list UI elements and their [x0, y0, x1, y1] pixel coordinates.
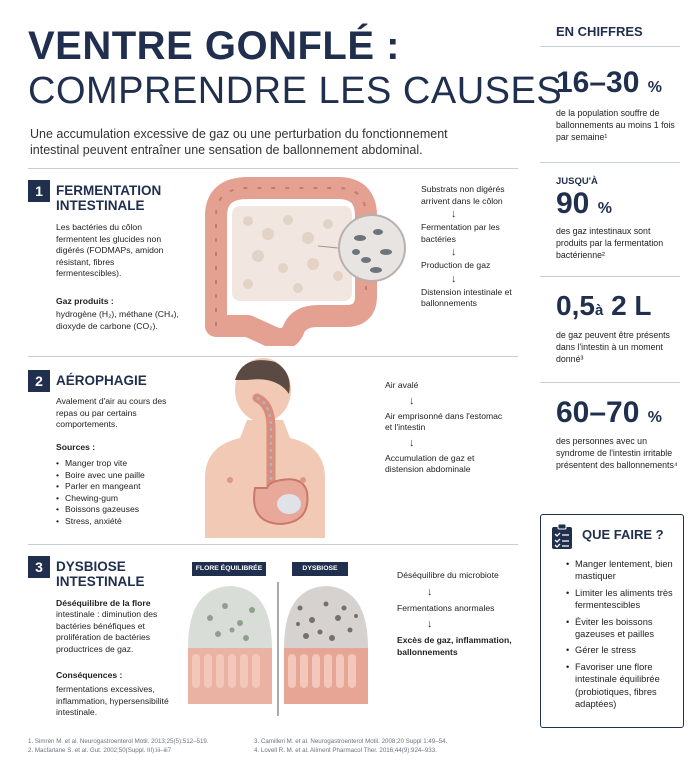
divider [540, 162, 680, 163]
stat-1-text: de la population souffre de ballonnements au moins 1 fois par semaine¹ [556, 108, 675, 142]
list-item: • Limiter les aliments très fermentescibles [566, 587, 678, 612]
section-1-title: FERMENTATION INTESTINALE [56, 183, 162, 213]
arrow-down-icon: ↓ [451, 272, 457, 285]
stat-2-prefix: JUSQU'À [556, 176, 598, 187]
list-item: • Boissons gazeuses [56, 504, 176, 516]
stat-4-value: 60–70 % [556, 396, 663, 429]
flow-step: Accumulation de gaz et distension abdominale [385, 452, 475, 474]
section-3-title: DYSBIOSE INTESTINALE [56, 559, 145, 589]
badge-balanced-flora: FLORE ÉQUILIBRÉE [192, 562, 266, 576]
reference-item: 2. Macfarlane S. et al. Gut. 2002;50(Suppl. III):iii–iii7 [28, 747, 172, 754]
section-3-description-bold: Déséquilibre de la flore [56, 598, 151, 608]
arrow-down-icon: ↓ [451, 246, 457, 258]
section-1-gas-text: hydrogène (H₂), méthane (CH₄), dioxyde de carbone (CO₂). [56, 309, 179, 331]
que-faire-title: QUE FAIRE ? [582, 527, 664, 542]
reference-item: 1. Simrén M. et al. Neurogastroenterol Motil. 2013;25(5):512–519. [28, 738, 209, 745]
aerophagia-body-illustration [185, 358, 345, 538]
que-faire-list [566, 558, 678, 714]
divider [28, 356, 518, 357]
arrow-down-icon: ↓ [451, 208, 457, 220]
list-item: • Parler en mangeant [56, 481, 176, 493]
stat-3-text: de gaz peuvent être présents dans l'intestin à un moment donné³ [556, 330, 670, 364]
flow-step: Déséquilibre du microbiote [397, 570, 499, 580]
stats-header: EN CHIFFRES [556, 24, 643, 39]
arrow-down-icon: ↓ [409, 394, 415, 407]
arrow-down-icon: ↓ [427, 585, 433, 598]
section-3-flow [397, 570, 515, 658]
checklist-icon [551, 524, 573, 550]
section-3-number: 3 [28, 556, 50, 578]
flow-step: Substrats non digérés arrivent dans le côlon [421, 184, 505, 206]
stat-3-value: 0,5à 2 L [556, 290, 652, 321]
section-1-flow [421, 184, 533, 310]
section-2-sources-list [56, 458, 176, 527]
stat-2-value: 90 % [556, 187, 612, 220]
list-item: • Manger lentement, bien mastiquer [566, 558, 678, 583]
flow-step: Air emprisonné dans l'estomac et l'intestin [385, 410, 503, 432]
list-item: • Éviter les boissons gazeuses et pailles [566, 616, 678, 641]
divider [540, 46, 680, 47]
arrow-down-icon: ↓ [409, 436, 415, 449]
list-item: • Stress, anxiété [56, 516, 176, 528]
divider [540, 382, 680, 383]
stat-1-value: 16–30 % [556, 66, 663, 99]
page-title-line2: COMPRENDRE LES CAUSES [28, 70, 563, 112]
section-1-number: 1 [28, 180, 50, 202]
list-item: • Manger trop vite [56, 458, 176, 470]
flow-step: Excès de gaz, inflammation, ballonnements [397, 635, 512, 657]
flow-step: Distension intestinale et ballonnements [421, 286, 512, 308]
page-title-line1: VENTRE GONFLÉ : [28, 24, 400, 68]
section-1-gas-label: Gaz produits : [56, 296, 114, 306]
stat-2-text: des gaz intestinaux sont produits par la fermentation bactérienne² [556, 226, 664, 260]
flow-step: Air avalé [385, 380, 419, 390]
badge-dysbiosis: DYSBIOSE [292, 562, 348, 576]
flow-step: Production de gaz [421, 260, 491, 270]
section-2-sources-label: Sources : [56, 442, 96, 452]
list-item: • Chewing-gum [56, 493, 176, 505]
flow-step: Fermentation par les bactéries [421, 222, 500, 244]
flow-step: Fermentations anormales [397, 602, 495, 613]
section-2-flow [385, 380, 505, 476]
stat-4-text: des personnes avec un syndrome de l'intestin irritable présentent des ballonnements⁴ [556, 436, 678, 470]
divider [28, 544, 518, 545]
section-2-title: AÉROPHAGIE [56, 373, 147, 388]
section-3-consequences-label: Conséquences : [56, 670, 123, 680]
microbiota-comparison-illustration [180, 578, 376, 720]
divider [540, 276, 680, 277]
intro-text: Une accumulation excessive de gaz ou une perturbation du fonctionnement intestinal peuvent entraîner une sensation de ballonnement abdominal. [30, 127, 448, 157]
reference-item: 3. Camilleri M. et al. Neurogastroenterol Motil. 2008;20 Suppl 1:49–54. [254, 738, 448, 745]
section-1-description: Les bactéries du côlon fermentent les glucides non digérés (FODMAPs, amidon résistant, fibres fermentescibles). [56, 222, 164, 278]
list-item: • Boire avec une paille [56, 470, 176, 482]
colon-illustration [188, 176, 410, 346]
section-3-consequences-text: fermentations excessives, inflammation, hypersensibilité intestinale. [56, 684, 169, 717]
section-2-description: Avalement d'air au cours des repas ou par certains comportements. [56, 396, 167, 429]
arrow-down-icon: ↓ [427, 618, 433, 630]
section-3-description: intestinale : diminution des bactéries bénéfiques et prolifération de bactéries productrices de gaz. [56, 609, 158, 654]
list-item: • Gérer le stress [566, 644, 678, 656]
divider [28, 168, 518, 169]
list-item: • Favoriser une flore intestinale équilibrée (probiotiques, fibres adaptées) [566, 661, 678, 711]
section-2-number: 2 [28, 370, 50, 392]
reference-item: 4. Lovell R. M. et al. Aliment Pharmacol Ther. 2016;44(9):924–933. [254, 747, 437, 754]
